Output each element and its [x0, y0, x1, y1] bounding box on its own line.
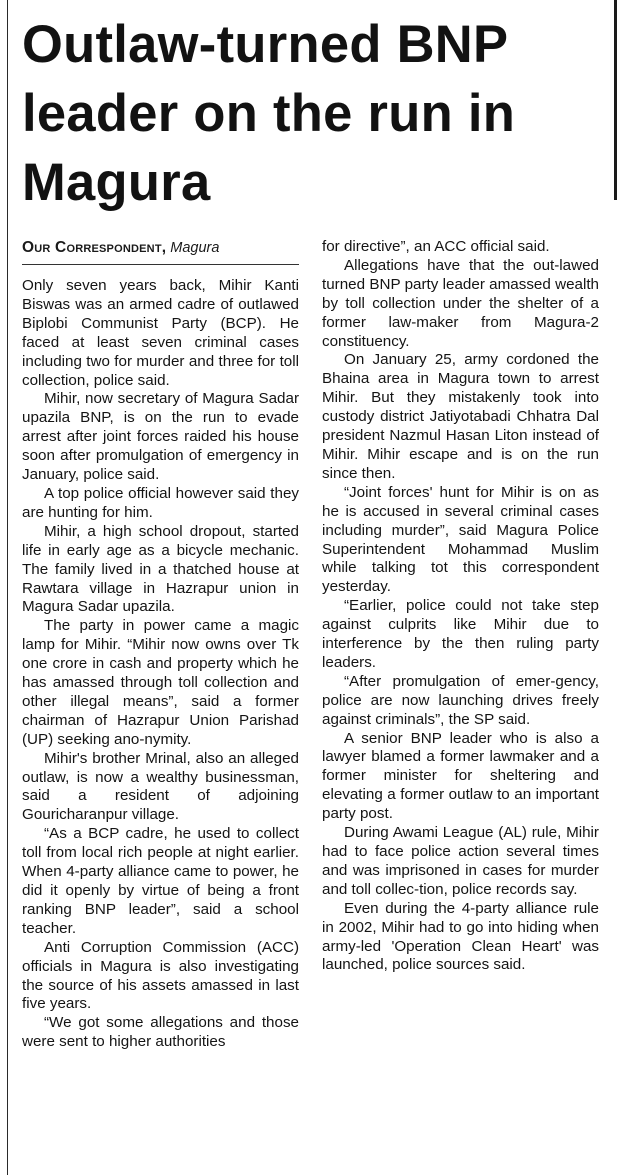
paragraph: During Awami League (AL) rule, Mihir had to face police action several times and was imprisoned in cases for murder and toll collec-tion, police records say. — [322, 824, 599, 898]
paragraph: Anti Corruption Commission (ACC) officials in Magura is also investigating the source of his assets amassed in last five years. — [22, 938, 299, 1013]
byline-dateline: Magura — [170, 240, 220, 256]
column-right — [322, 238, 599, 975]
paragraph: The party in power came a magic lamp for Mihir. “Mihir now owns over Tk one crore in cash and property which he has amassed through toll collection and other illegal means”, said a former chairman of Hazrapur Union Parishad (UP) seeking ano-nymity. — [22, 617, 299, 748]
paragraph: Only seven years back, Mihir Kanti Biswas was an armed cadre of outlawed Biplobi Communist Party (BCP). He faced at least seven criminal cases including two for murder and three for toll collection, police said. — [22, 277, 299, 389]
paragraph: “We got some allegations and those were sent to higher authorities — [22, 1014, 299, 1051]
paragraph: “Earlier, police could not take step against culprits like Mihir due to interference by the then ruling party leaders. — [322, 597, 599, 671]
column-left — [22, 238, 299, 1052]
paragraph-continued: for directive”, an ACC official said. — [322, 238, 550, 255]
paragraph: Mihir, now secretary of Magura Sadar upazila BNP, is on the run to evade arrest after joint forces raided his house soon after promulgation of emergency in January, police said. — [22, 390, 299, 484]
right-edge-rule — [614, 0, 617, 200]
paragraph: Mihir's brother Mrinal, also an alleged outlaw, is now a wealthy businessman, said a resident of adjoining Gouricharanpur village. — [22, 749, 299, 824]
headline: Outlaw-turned BNP leader on the run in Magura — [22, 15, 516, 212]
paragraph: Mihir, a high school dropout, started life in early age as a bicycle mechanic. The family lived in a thatched house at Rawtara village in Hazrapur union in Magura Sadar upazila. — [22, 522, 299, 616]
paragraph: On January 25, army cordoned the Bhaina area in Magura town to arrest Mihir. But they mistakenly took into custody district Jatiyotabadi Chhatra Dal president Nazmul Hasan Liton instead of Mihir. Mihir escape and is on the run since then. — [322, 351, 599, 482]
paragraph: “After promulgation of emer-gency, police are now launching drives freely against criminals”, the SP said. — [322, 672, 599, 728]
paragraph: “Joint forces' hunt for Mihir is on as he is accused in several criminal cases including murder”, said Magura Police Superintendent Mohammad Muslim while talking tot this correspondent yesterday. — [322, 483, 599, 596]
left-column-rule — [7, 0, 8, 1175]
paragraph: Allegations have that the out-lawed turned BNP party leader amassed wealth by toll collection under the shelter of a former law-maker from Magura-2 constituency. — [322, 256, 599, 350]
paragraph: Even during the 4-party alliance rule in 2002, Mihir had to go into hiding when army-led 'Operation Clean Heart' was launched, police sources said. — [322, 899, 599, 974]
byline-rule — [22, 264, 299, 265]
byline — [22, 238, 299, 258]
paragraph: A senior BNP leader who is also a lawyer blamed a former lawmaker and a former minister for sheltering and elevating a former outlaw to an important party post. — [322, 729, 599, 823]
paragraph: A top police official however said they are hunting for him. — [22, 484, 299, 521]
byline-author: Our Correspondent, — [22, 239, 167, 256]
paragraph: “As a BCP cadre, he used to collect toll from local rich people at night earlier. When 4-party alliance came to power, he did it openly by virtue of being a front ranking BNP leader”, said a school teacher. — [22, 825, 299, 937]
